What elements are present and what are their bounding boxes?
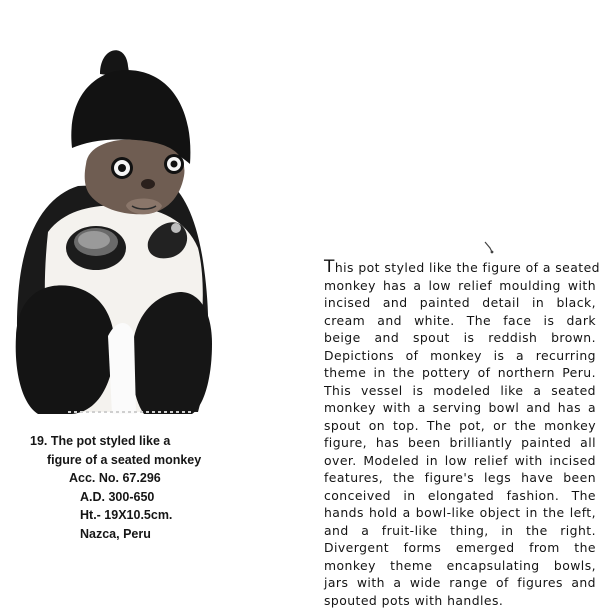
paragraph-line: monkey has a low relief moulding with [324, 277, 596, 293]
monkey-vessel-photo [8, 36, 220, 422]
paragraph-line: jars with a wide range of figures and [324, 575, 596, 590]
description-paragraph [324, 257, 600, 609]
vessel-left-leg [16, 285, 115, 414]
paragraph-line: conceived in elongated fashion. The [324, 487, 596, 503]
paragraph-line: beige and spout is reddish brown. [324, 330, 596, 345]
drop-cap: T [324, 257, 335, 277]
paragraph-line: Divergent forms emerged from the [324, 540, 596, 555]
paragraph-line: Depictions of monkey is a recurring [324, 347, 596, 363]
paragraph-line: hands hold a bowl-like object in the left, [324, 505, 596, 520]
paragraph-line: cream and white. The face is dark [324, 312, 596, 328]
caption-place: Nazca, Peru [80, 526, 151, 541]
paragraph-line: incised and painted detail in black, [324, 295, 596, 310]
paragraph-line: features, the figure's legs have been [324, 470, 596, 485]
paragraph-line: This pot styled like the figure of a seated [324, 257, 600, 277]
caption-height: Ht.- 19X10.5cm. [80, 508, 173, 522]
figure-caption [30, 432, 240, 543]
paragraph-line: and a fruit-like thing, in the right. [324, 522, 596, 538]
paragraph-line: theme in the pottery of northern Peru. [324, 365, 596, 380]
page-speck-mark [482, 240, 496, 254]
paragraph-line: over. Modeled in low relief with incised [324, 452, 596, 468]
vessel-center-stripe [108, 323, 136, 414]
caption-date: A.D. 300-650 [80, 489, 155, 504]
paragraph-line: spout on top. The pot, or the monkey [324, 417, 596, 433]
paragraph-line: figure, has been brilliantly painted all [324, 435, 596, 450]
paragraph-line: This vessel is modeled like a seated [324, 382, 596, 398]
caption-accession-number: Acc. No. 67.296 [69, 471, 161, 485]
caption-title-line-1: 19. The pot styled like a [30, 434, 171, 448]
paragraph-line: spouted pots with handles. [324, 592, 504, 608]
caption-title-line-2: figure of a seated monkey [47, 452, 202, 467]
paragraph-line: monkey with a serving bowl and has a [324, 400, 596, 415]
paragraph-line: monkey theme encapsulating bowls, [324, 557, 596, 573]
